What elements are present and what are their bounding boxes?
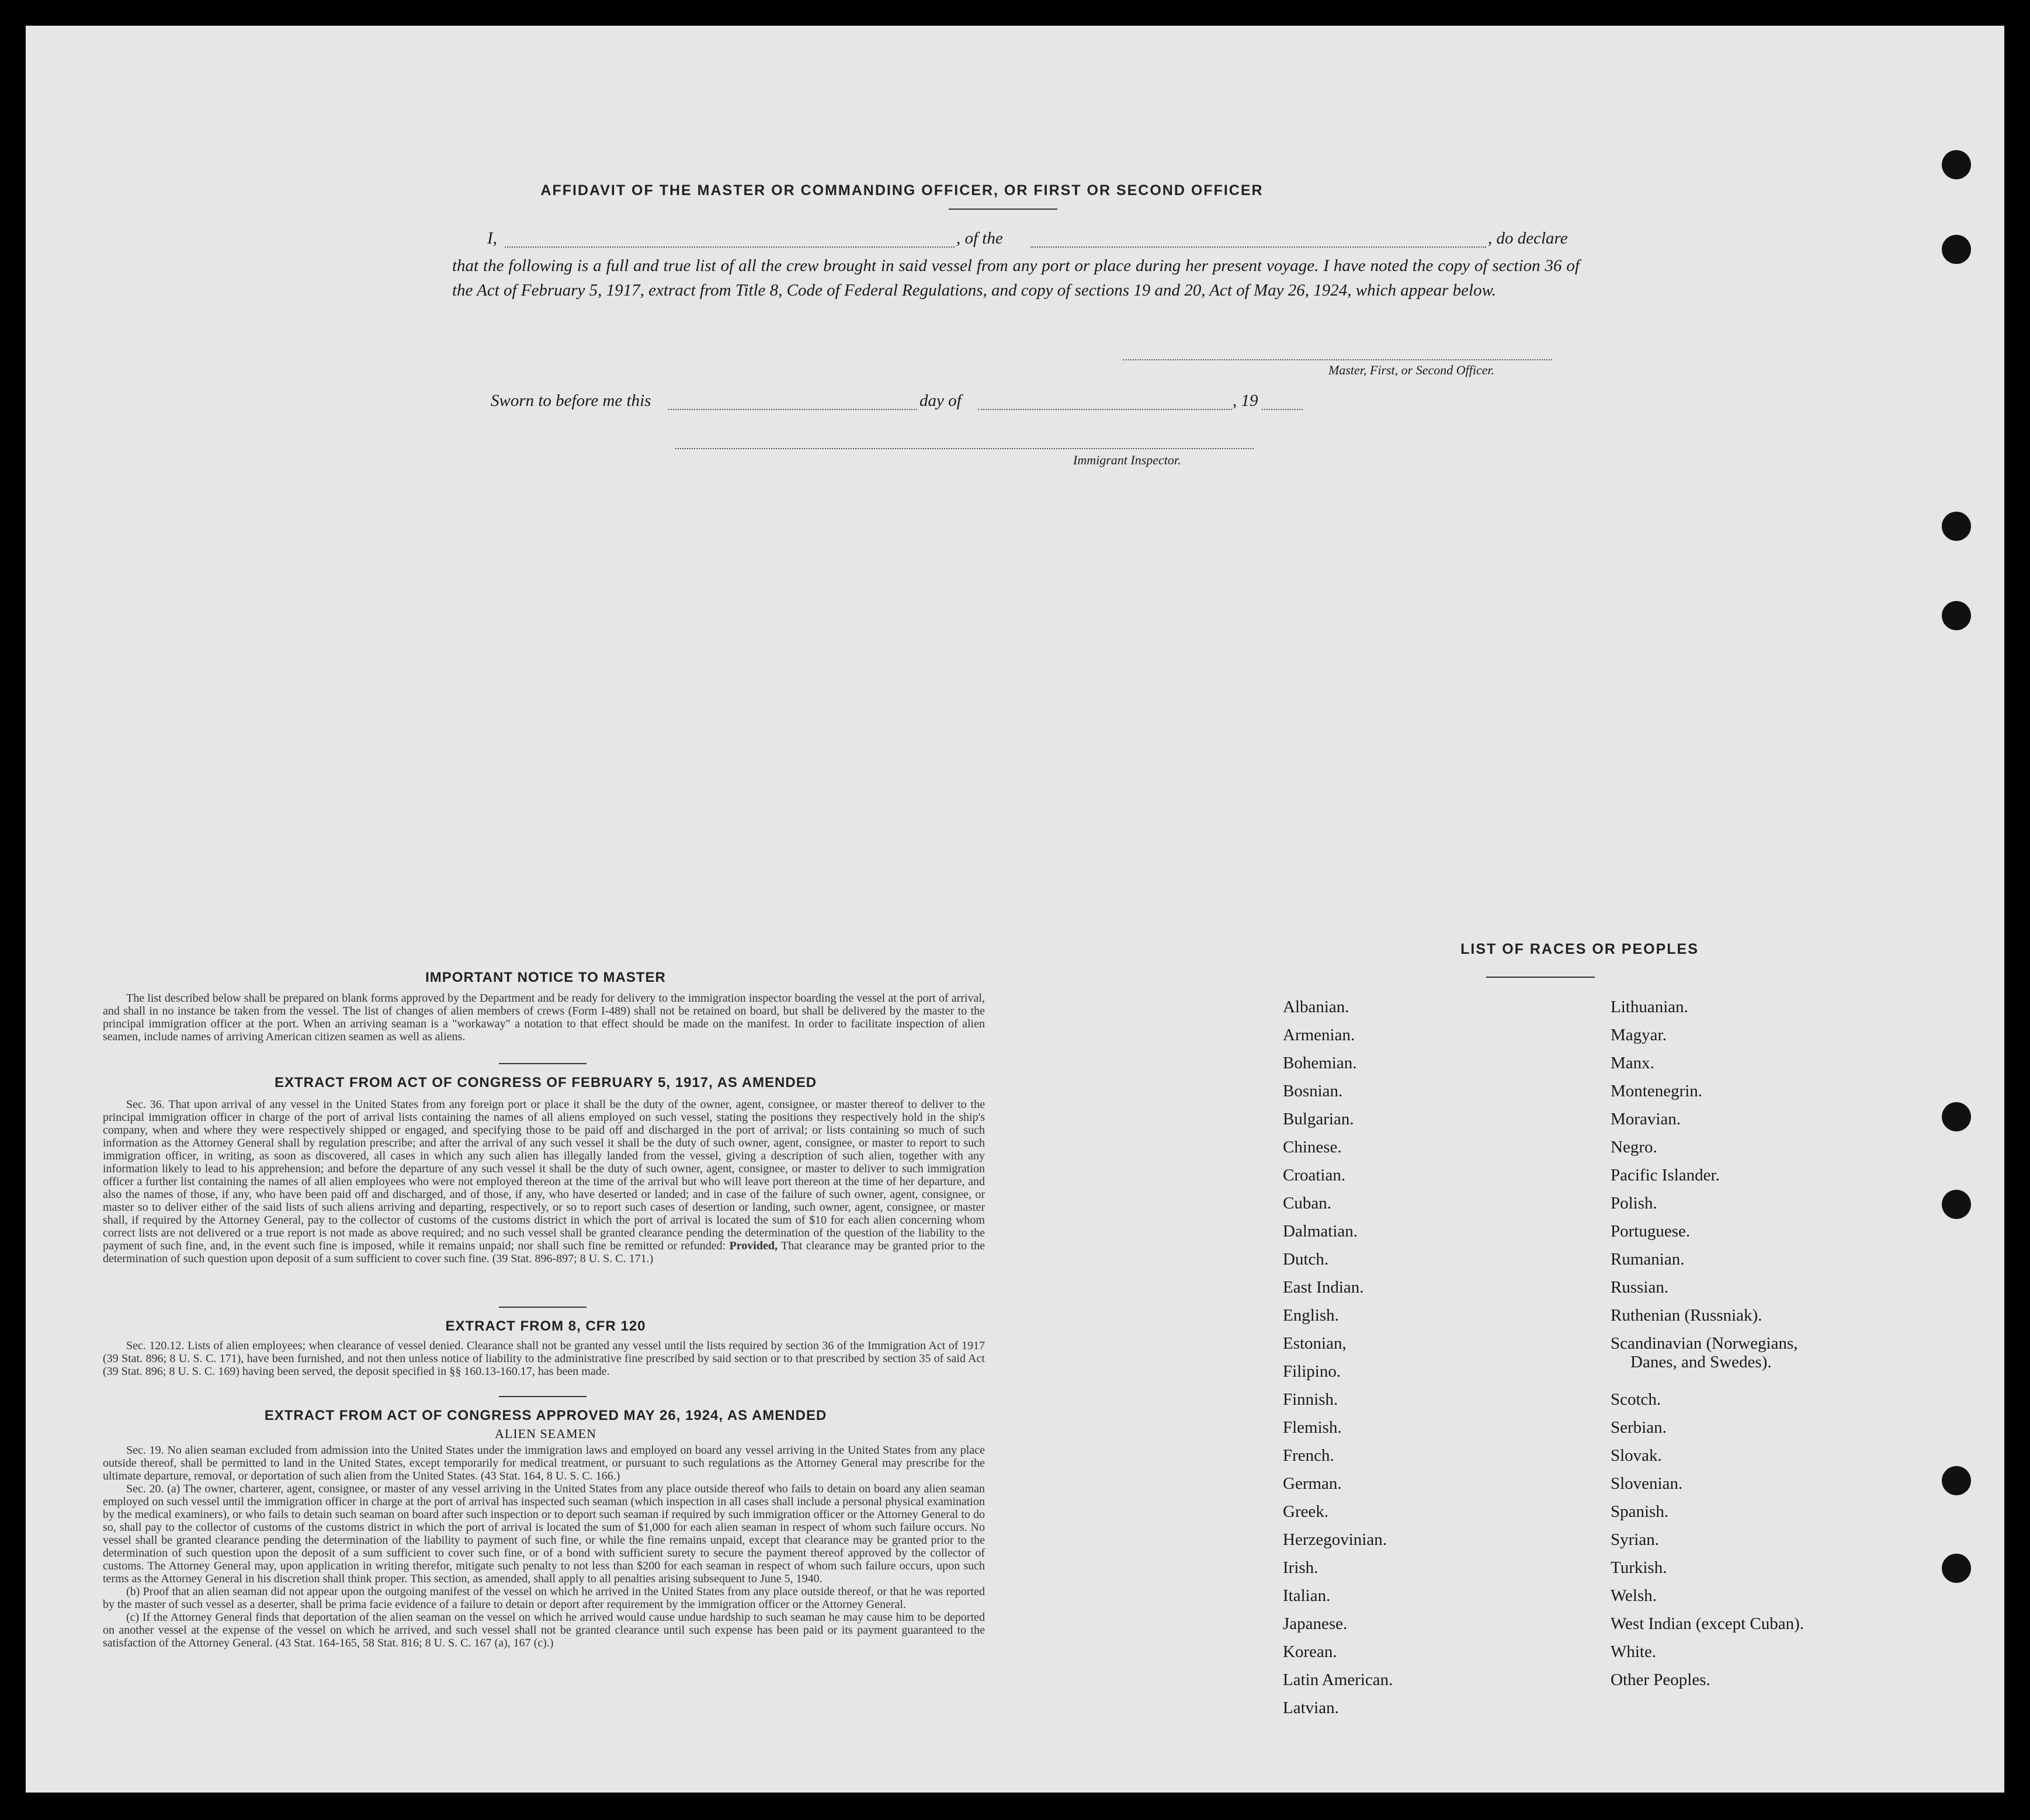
punch-hole [1942,150,1971,179]
sworn-day-blank[interactable] [668,409,917,410]
affidavit-line1 [487,229,1580,252]
divider [499,1396,587,1397]
race-item: Herzegovinian. [1283,1530,1387,1549]
race-item: Italian. [1283,1586,1331,1605]
race-item: West Indian (except Cuban). [1611,1614,1805,1633]
punch-hole [1942,1102,1971,1131]
form-page [26,26,2004,1793]
race-item: Latvian. [1283,1699,1339,1717]
sec-19: Sec. 19. No alien seaman excluded from admission into the United States under the immigration laws and employed on board any vessel arriving in the United States from any place outside thereof, shall be permitted to land in the United States, except temporarily for medical treatment, or pursuant to such regulations as the Attorney General may prescribe for the ultimate departure, removal, or deportation of such alien from the United States. (43 Stat. 164, 8 U. S. C. 166.) [103,1444,985,1482]
race-item: Magyar. [1611,1026,1667,1044]
divider [499,1063,587,1064]
race-item: Chinese. [1283,1138,1342,1156]
sworn-month-blank[interactable] [978,409,1232,410]
race-item: Other Peoples. [1611,1670,1710,1689]
punch-hole [1942,235,1971,264]
sworn-line [491,391,1332,415]
race-item: Bosnian. [1283,1082,1343,1100]
extract-1924-title: EXTRACT FROM ACT OF CONGRESS APPROVED MAY 26, 1924, AS AMENDED [264,1408,827,1423]
sec-20c: (c) If the Attorney General finds that deportation of the alien seaman on the vessel on which he arrived would cause undue hardship to such seaman he may cause him to be deported on another vessel at the expense of the vessel on which he arrived, and such vessel shall not be granted clearance until such expense has been paid or its payment guaranteed to the satisfaction of the Attorney General. (43 Stat. 164-165, 58 Stat. 816; 8 U. S. C. 167 (a), 167 (c).) [103,1611,985,1649]
race-item: Croatian. [1283,1166,1346,1185]
race-item: Scotch. [1611,1390,1661,1409]
sworn-year: , 19 [1233,391,1258,410]
race-item: Albanian. [1283,998,1349,1016]
signer-label: Master, First, or Second Officer. [1328,363,1495,377]
race-item: Pacific Islander. [1611,1166,1720,1185]
inspector-signature-line[interactable] [675,448,1254,449]
race-item: Flemish. [1283,1418,1342,1437]
affidavit-title: AFFIDAVIT OF THE MASTER OR COMMANDING OFFICER, OR FIRST OR SECOND OFFICER [540,182,1264,199]
races-right-column [1611,993,1903,1694]
proviso-text: That clearance may be granted prior to the determination of such question upon deposit of a sum sufficient to cover such fine. (39 Stat. 896-897; 8 U. S. C. 171.) [103,1239,985,1265]
divider [949,209,1057,210]
race-item: Slovak. [1611,1446,1662,1465]
race-item: Latin American. [1283,1670,1393,1689]
race-item: Turkish. [1611,1558,1667,1577]
sec-20a: Sec. 20. (a) The owner, charterer, agent, consignee, or master of any vessel arriving in the United States from any place outside thereof who fails to detain on board any alien seaman employed on such vessel until the immigration officer in charge at the port of arrival has inspected such seaman (which inspection in all cases shall include a personal physical examination by the medical examiners), or who fails to detain such seaman on board after such inspection or to deport such seaman if required by such immigration officer or the Attorney General to do so, shall pay to the collector of customs of the customs district in which the port of arrival is located the sum of $1,000 for each alien seaman in respect of whom such failure occurs. No vessel shall be granted clearance pending the determination of the liability to payment of such fine, or while the fine remains unpaid, except that clearance may be granted prior to the determination of such question upon the deposit of a sum sufficient to cover such fine, or of a bond with sufficient surety to secure the payment thereof approved by the collector of customs. The Attorney General may, upon application in writing therefor, mitigate such penalty to not less than $200 for each seaman in respect of whom such failure occurs, upon such terms as the Attorney General in his discretion shall think proper. This section, as amended, shall apply to all penalties arising subsequent to June 5, 1940. [103,1482,985,1585]
vessel-blank[interactable] [1030,246,1486,248]
punch-hole [1942,512,1971,541]
signature-line[interactable] [1123,359,1552,360]
race-item: White. [1611,1642,1657,1661]
sworn-day-of: day of [919,391,962,410]
race-item: Greek. [1283,1502,1329,1521]
race-item: Russian. [1611,1278,1669,1297]
race-item: Lithuanian. [1611,998,1688,1016]
inspector-label: Immigrant Inspector. [1073,453,1181,467]
race-item: Negro. [1611,1138,1657,1156]
extract-1917-title: EXTRACT FROM ACT OF CONGRESS OF FEBRUARY 5, 1917, AS AMENDED [274,1075,817,1090]
race-item: Spanish. [1611,1502,1669,1521]
race-item: English. [1283,1306,1339,1325]
race-item: Bulgarian. [1283,1110,1354,1128]
extract-cfr-text: Sec. 120.12. Lists of alien employees; when clearance of vessel denied. Clearance shall not be granted any vessel until the lists required by section 36 of the Immigration Act of 1917 (39 Stat. 896; 8 U. S. C. 171), have been furnished, and not then unless notice of liability to the administrative fine prescribed by said section or to that prescribed by section 35 of said Act (39 Stat. 896; 8 U. S. C. 169) having been served, the deposit specified in §§ 160.13-160.17, has been made. [103,1339,985,1378]
race-item: Finnish. [1283,1390,1338,1409]
proviso-label: Provided, [729,1239,778,1252]
race-item: Dalmatian. [1283,1222,1358,1241]
notice-text: The list described below shall be prepared on blank forms approved by the Department and be ready for delivery to the immigration inspector boarding the vessel at the port of arrival, and shall in no instance be taken from the vessel. The list of changes of alien members of crews (Form I-489) shall not be retained on board, but shall be delivered by the master to the principal immigration officer at the port. When an arriving seaman is a "workaway" a notation to that effect should be made on the manifest. In order to facilitate inspection of alien seamen, include names of arriving American citizen seamen as well as aliens. [103,992,985,1043]
punch-hole [1942,1466,1971,1495]
race-item: Montenegrin. [1611,1082,1703,1100]
race-item: Portuguese. [1611,1222,1691,1241]
extract-1917-body: Sec. 36. That upon arrival of any vessel in the United States from any foreign port or place it shall be the duty of the owner, agent, consignee, or master thereof to deliver to the principal immigration officer in charge of the port of arrival lists containing the names of all aliens employed on such vessel, stating the positions they respectively hold in the ship's company, when and where they were respectively shipped or engaged, and specifying those to be paid off and discharged in the port of arrival; or lists containing so much of such information as the Attorney General shall by regulation prescribe; and after the arrival of any such vessel it shall be the duty of such owner, agent, consignee, or master to report to such immigration officer, in writing, as soon as discovered, all cases in which any such alien has illegally landed from the vessel, giving a description of such alien, together with any information likely to lead to his apprehension; and before the departure of any such vessel it shall be the duty of such owner, agent, consignee, or master to deliver to such immigration officer a further list containing the names of all alien employees who were not employed thereon at the time of the arrival but who will leave port thereon at the time of her departure, and also the names of those, if any, who have been paid off and discharged, and of those, if any, who have deserted or landed; and in case of the failure of such owner, agent, consignee, or master so to deliver either of the said lists of such aliens arriving and departing, respectively, or so to report such cases of desertion or landing, such owner, agent, consignee, or master shall, if required by the Attorney General, pay to the collector of customs of the customs district in which the port of arrival is located the sum of $10 for each alien concerning whom correct lists are not delivered or a true report is not made as above required; and no such vessel shall be granted clearance pending the determination of the question of the liability to the payment of such fine, and, in the event such fine is imposed, while it remains unpaid; nor shall such fine be remitted or refunded: [103,1098,985,1252]
race-item: Scandinavian (Norwegians, [1611,1334,1798,1353]
races-title: LIST OF RACES OR PEOPLES [1460,941,1699,957]
affidavit-declare: , do declare [1488,229,1568,248]
extract-cfr-title: EXTRACT FROM 8, CFR 120 [445,1318,646,1334]
race-item: Serbian. [1611,1418,1667,1437]
races-left-column [1283,993,1598,1722]
race-item: French. [1283,1446,1334,1465]
race-item: Cuban. [1283,1194,1331,1213]
sec-20b: (b) Proof that an alien seaman did not appear upon the outgoing manifest of the vessel on which he arrived in the United States from any place outside thereof, or that he was reported by the master of such vessel as a deserter, shall be prima facie evidence of a failure to detain or deport after requirement by the immigration officer or the Attorney General. [103,1585,985,1611]
race-item: Irish. [1283,1558,1318,1577]
race-item: Filipino. [1283,1362,1341,1381]
race-item: Welsh. [1611,1586,1657,1605]
affidavit-i: I, [487,229,497,248]
affidavit-body: that the following is a full and true list of all the crew brought in said vessel from any port or place during her present voyage. I have noted the copy of section 36 of the Act of February 5, 1917, extract from Title 8, Code of Federal Regulations, and copy of sections 19 and 20, Act of May 26, 1924, which appear below. [452,256,1580,300]
sworn-year-blank[interactable] [1262,409,1303,410]
race-item: Bohemian. [1283,1054,1357,1072]
race-item: Estonian, [1283,1334,1347,1353]
race-item: Moravian. [1611,1110,1681,1128]
extract-1917-text [103,1098,985,1265]
race-item: Danes, and Swedes). [1630,1353,1772,1371]
name-blank[interactable] [505,246,955,248]
extract-1924-text [103,1444,985,1649]
extract-1924-subtitle: ALIEN SEAMEN [495,1426,596,1441]
race-item: Slovenian. [1611,1474,1683,1493]
race-item: Rumanian. [1611,1250,1685,1269]
race-item: Syrian. [1611,1530,1659,1549]
race-item: Dutch. [1283,1250,1329,1269]
divider [499,1307,587,1308]
race-item: Japanese. [1283,1614,1348,1633]
sworn-prefix: Sworn to before me this [491,391,651,410]
punch-hole [1942,601,1971,630]
race-item: Korean. [1283,1642,1337,1661]
race-item: Polish. [1611,1194,1657,1213]
punch-hole [1942,1554,1971,1583]
race-item: Armenian. [1283,1026,1355,1044]
race-item: Ruthenian (Russniak). [1611,1306,1762,1325]
affidavit-of-the: , of the [956,229,1003,248]
punch-hole [1942,1190,1971,1219]
divider [1486,977,1595,978]
race-item: East Indian. [1283,1278,1364,1297]
notice-title: IMPORTANT NOTICE TO MASTER [425,970,666,985]
race-item: Manx. [1611,1054,1654,1072]
race-item: German. [1283,1474,1342,1493]
